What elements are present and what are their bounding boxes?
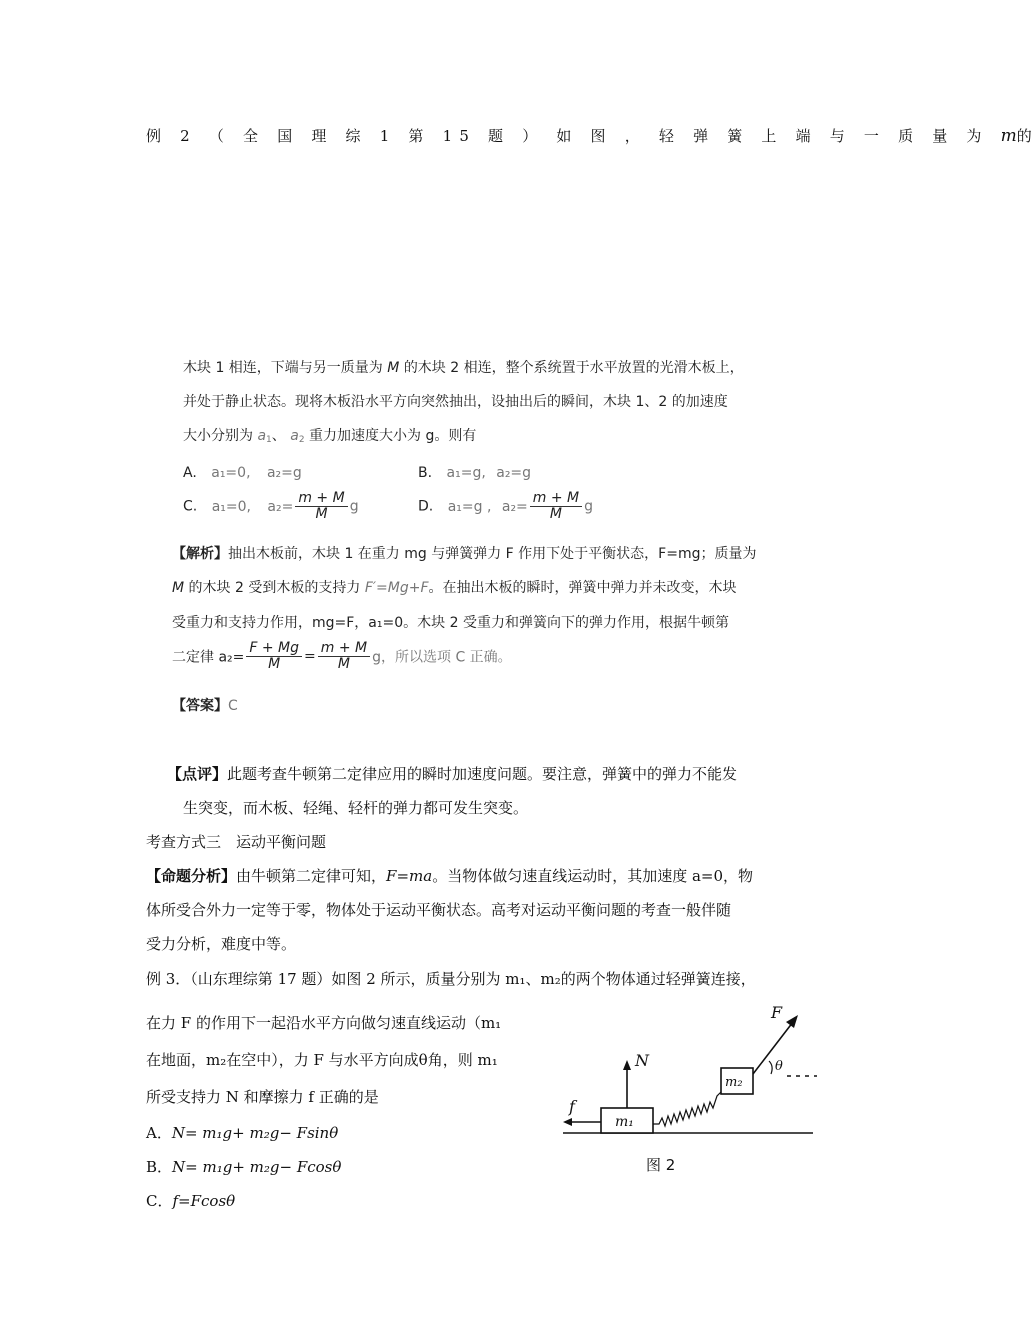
option-a-a1: a₁=0, bbox=[211, 465, 251, 481]
label-N: N bbox=[635, 1051, 649, 1070]
example3-text-1: 例 3．（山东理综第 17 题）如图 2 所示，质量分别为 m₁、m₂的两个物体通过轻弹簧连接， bbox=[146, 970, 756, 988]
option-b-a1: a₁=g, bbox=[446, 465, 486, 481]
option-c-g: g bbox=[349, 498, 359, 515]
analysis-tag: 【解析】 bbox=[172, 546, 228, 562]
question-line-1 bbox=[183, 358, 744, 378]
option-a bbox=[183, 463, 302, 483]
q3-a2: a bbox=[290, 428, 299, 444]
answer-tag: 【答案】 bbox=[172, 698, 228, 714]
example3-option-a bbox=[146, 1123, 338, 1143]
option-d-a1: a₁=g , bbox=[447, 498, 492, 515]
option-a-label: A. bbox=[183, 465, 197, 481]
analysis-frac2-den: M bbox=[337, 656, 350, 672]
example3-text-4: 所受支持力 N 和摩擦力 f 正确的是 bbox=[146, 1088, 379, 1106]
example3-option-a-text: N= m₁g+ m₂g− Fsinθ bbox=[171, 1124, 339, 1142]
example3-option-b bbox=[146, 1157, 341, 1177]
analysis-text-3: 受重力和支持力作用，mg=F，a₁=0。木块 2 受重力和弹簧向下的弹力作用，根据牛顿第 bbox=[172, 615, 729, 631]
analysis-fraction-2 bbox=[318, 641, 370, 672]
option-b-label: B. bbox=[418, 465, 433, 481]
example2-header-text: 例 2 （ 全 国 理 综 1 第 15 题 ） 如 图 ， 轻 弹 簧 上 端 与 一 质 量 为 bbox=[146, 127, 989, 145]
example3-line-3 bbox=[146, 1050, 498, 1070]
example3-option-b-label: B． bbox=[146, 1158, 173, 1176]
q3-a1: a bbox=[257, 428, 267, 444]
example3-option-b-text: N= m₁g+ m₂g− Fcosθ bbox=[172, 1158, 342, 1176]
analysis-line-2 bbox=[172, 578, 737, 598]
example3-option-c-text: f=Fcosθ bbox=[172, 1192, 236, 1210]
example3-option-c bbox=[146, 1191, 235, 1211]
comment-tag: 【点评】 bbox=[167, 765, 228, 783]
section3-title bbox=[146, 832, 326, 852]
header-tail: 的 bbox=[1016, 127, 1032, 145]
mass-m-symbol: m bbox=[1000, 126, 1017, 146]
analysis-frac1-den: M bbox=[268, 656, 281, 672]
question-line-2 bbox=[183, 392, 728, 412]
angle-arc bbox=[769, 1061, 772, 1074]
analysis-equals: = bbox=[304, 648, 316, 665]
section3-para-1 bbox=[146, 866, 753, 886]
option-d-frac-den: M bbox=[549, 506, 562, 522]
option-c-a2: a₂= bbox=[267, 498, 294, 515]
example3-text-3: 在地面，m₂在空中），力 F 与水平方向成θ角，则 m₁ bbox=[146, 1051, 498, 1069]
q3-text: 大小分别为 bbox=[183, 428, 253, 444]
example3-option-a-label: A． bbox=[146, 1124, 172, 1142]
example2-header bbox=[146, 126, 1032, 146]
option-c-a1: a₁=0, bbox=[211, 498, 251, 515]
option-c-frac-den: M bbox=[315, 506, 328, 522]
comment-line-1 bbox=[167, 764, 737, 784]
option-d-label: D. bbox=[418, 498, 434, 515]
section3-analysis-tag: 【命题分析】 bbox=[146, 867, 237, 885]
analysis-text-2-tail: 。在抽出木板的瞬时，弹簧中弹力并未改变，木块 bbox=[428, 580, 737, 596]
option-d-a2: a₂= bbox=[501, 498, 528, 515]
section3-para-2 bbox=[146, 900, 731, 920]
option-d-frac-num: m + M bbox=[530, 491, 582, 507]
label-F: F bbox=[771, 1003, 783, 1022]
analysis-line-1 bbox=[172, 544, 757, 564]
label-f: f bbox=[569, 1097, 575, 1116]
normal-force-arrow-head bbox=[623, 1060, 631, 1070]
analysis-text-4-tail: g，所以选项 C 正确。 bbox=[372, 649, 512, 666]
label-m2: m₂ bbox=[725, 1075, 743, 1090]
section3-title-text: 考查方式三 运动平衡问题 bbox=[146, 833, 327, 851]
analysis-text-1: 抽出木板前，木块 1 在重力 mg 与弹簧弹力 F 作用下处于平衡状态，F=mg；质量为 bbox=[228, 546, 757, 562]
option-c-label: C. bbox=[183, 498, 198, 515]
q1-tail: 的木块 2 相连，整个系统置于水平放置的光滑木板上， bbox=[403, 360, 744, 376]
section3-text-2: 体所受合外力一定等于零，物体处于运动平衡状态。高考对运动平衡问题的考查一般伴随 bbox=[146, 901, 732, 919]
analysis-line-3 bbox=[172, 613, 729, 633]
example3-text-2: 在力 F 的作用下一起沿水平方向做匀速直线运动（m₁ bbox=[146, 1014, 502, 1032]
label-theta: θ bbox=[775, 1059, 783, 1074]
section3-text-1b: 。当物体做匀速直线运动时，其加速度 a=0，物 bbox=[432, 867, 754, 885]
section3-para-3 bbox=[146, 934, 296, 954]
option-d-fraction bbox=[530, 491, 582, 522]
comment-text-1: 此题考查牛顿第二定律应用的瞬时加速度问题。要注意，弹簧中的弹力不能发 bbox=[227, 765, 738, 783]
analysis-text-4: 二定律 a₂= bbox=[172, 649, 245, 666]
analysis-mass-M: M bbox=[172, 580, 185, 596]
option-a-a2: a₂=g bbox=[266, 465, 302, 481]
example3-line-1 bbox=[146, 969, 756, 989]
spring bbox=[653, 1092, 721, 1126]
option-b bbox=[418, 463, 531, 483]
option-d-g: g bbox=[584, 498, 594, 515]
q3-tail: 重力加速度大小为 g。则有 bbox=[309, 428, 477, 444]
q1-mass-M: M bbox=[387, 360, 400, 376]
q2-text: 并处于静止状态。现将木板沿水平方向突然抽出，设抽出后的瞬间，木块 1、2 的加速度 bbox=[183, 394, 728, 410]
example3-line-4 bbox=[146, 1087, 379, 1107]
label-m1: m₁ bbox=[615, 1114, 634, 1130]
answer-value: C bbox=[228, 698, 238, 714]
q1-text: 木块 1 相连，下端与另一质量为 bbox=[183, 360, 383, 376]
analysis-frac1-num: F + Mg bbox=[246, 641, 302, 657]
applied-force-arrow bbox=[753, 1022, 793, 1074]
option-c-frac-num: m + M bbox=[295, 491, 347, 507]
option-c-fraction bbox=[295, 491, 347, 522]
figure-caption: 图 2 bbox=[646, 1156, 676, 1174]
analysis-text-2: 的木块 2 受到木板的支持力 bbox=[188, 580, 361, 596]
option-c bbox=[183, 491, 359, 522]
option-b-a2: a₂=g bbox=[496, 465, 532, 481]
analysis-line-4 bbox=[172, 641, 512, 672]
example3-line-2 bbox=[146, 1013, 501, 1033]
section3-formula: F=ma bbox=[386, 867, 433, 885]
figure-2-diagram bbox=[555, 1000, 820, 1150]
applied-force-arrow-head bbox=[786, 1015, 798, 1028]
section3-text-3: 受力分析，难度中等。 bbox=[146, 935, 297, 953]
analysis-frac2-num: m + M bbox=[318, 641, 370, 657]
comment-text-2: 生突变，而木板、轻绳、轻杆的弹力都可发生突变。 bbox=[183, 799, 529, 817]
option-d bbox=[418, 491, 593, 522]
analysis-support-force: F′=Mg+F bbox=[364, 580, 429, 596]
q3-sep: 、 bbox=[271, 428, 286, 444]
analysis-fraction-1 bbox=[246, 641, 302, 672]
answer-line bbox=[172, 696, 238, 716]
friction-arrow-head bbox=[563, 1118, 572, 1126]
section3-text-1a: 由牛顿第二定律可知， bbox=[236, 867, 387, 885]
question-line-3: 大小分别为 $a_1$、 $a_2$ 重力加速度大小为 g。则有 bbox=[183, 428, 477, 445]
comment-line-2 bbox=[183, 798, 528, 818]
example3-option-c-label: C． bbox=[146, 1192, 173, 1210]
